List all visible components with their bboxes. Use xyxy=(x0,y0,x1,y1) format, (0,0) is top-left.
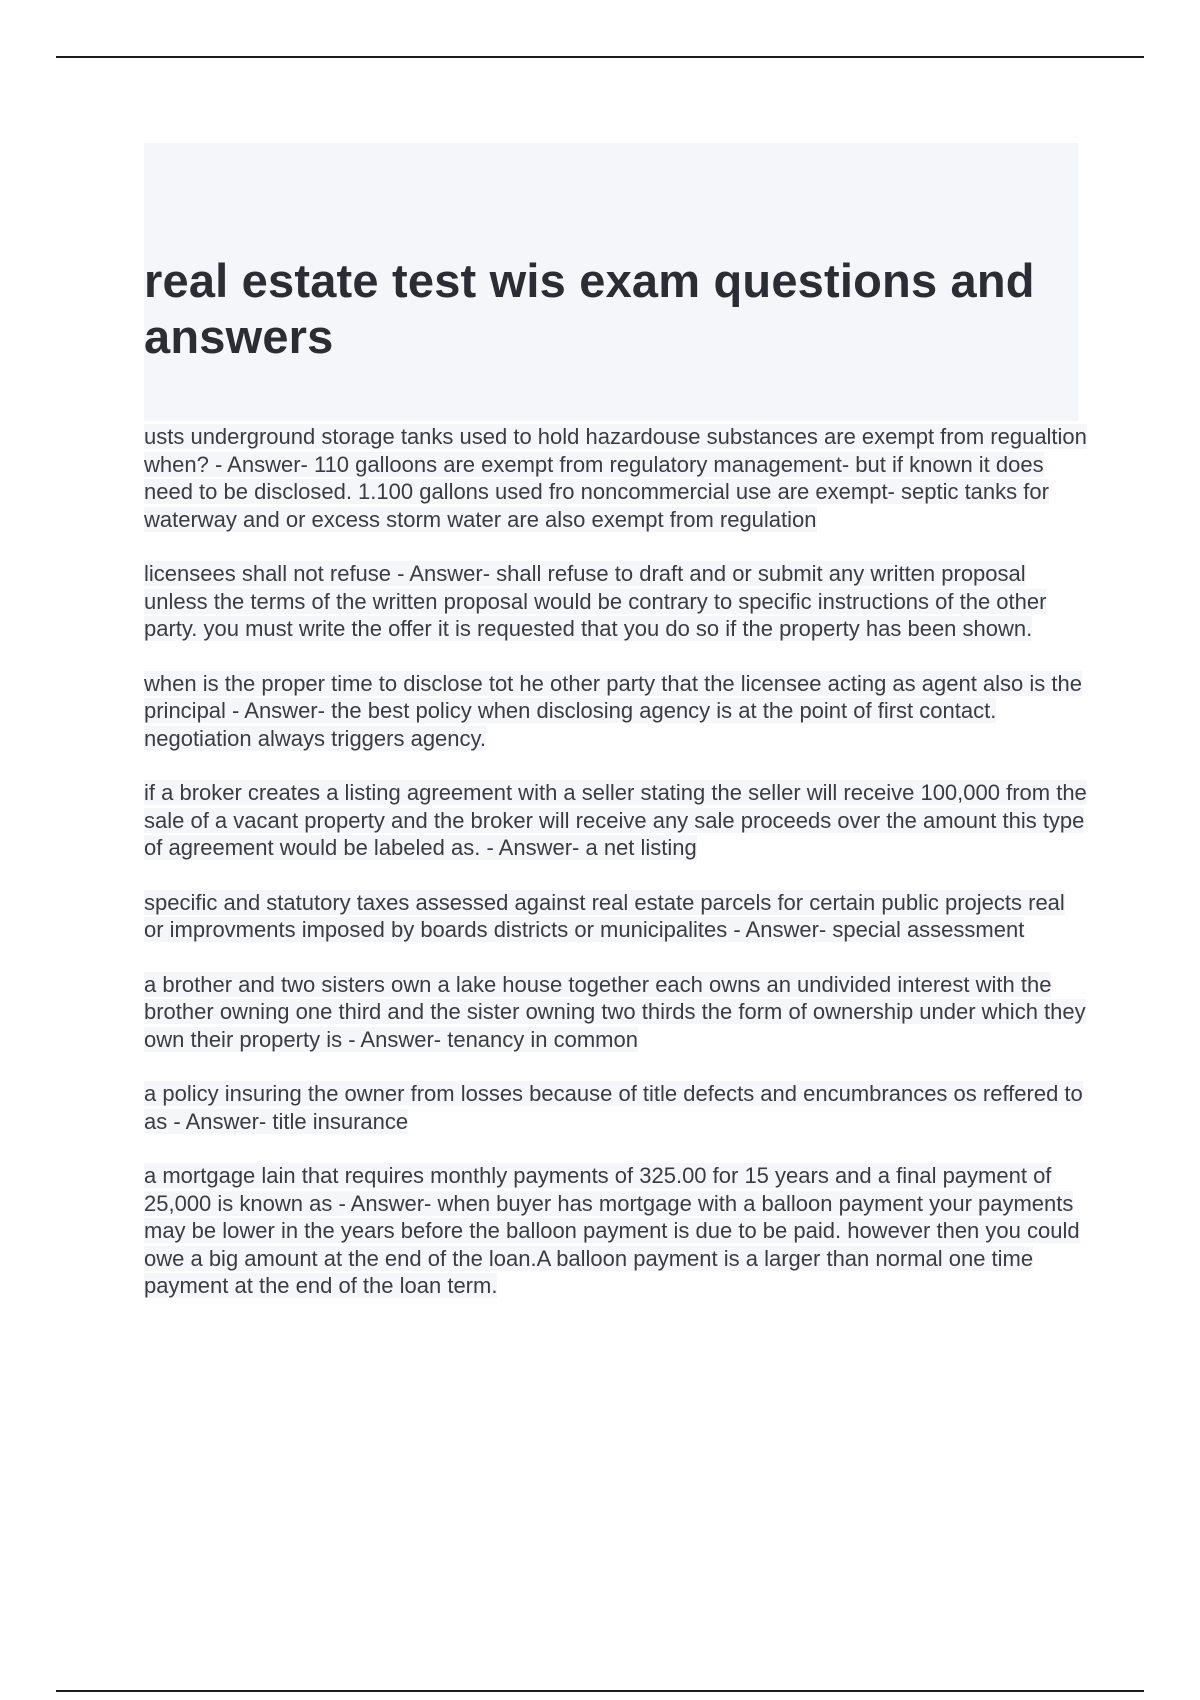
bottom-rule xyxy=(56,1690,1144,1692)
qa-item xyxy=(144,423,1089,533)
qa-item-text: a brother and two sisters own a lake house together each owns an undivided interest with the brother owning one third and the sister owning two thirds the form of ownership under which they own their property is - Answer- tenancy in common xyxy=(144,971,1086,1052)
qa-list xyxy=(144,423,1089,1327)
qa-item-text: specific and statutory taxes assessed against real estate parcels for certain public projects real or improvments imposed by boards districts or municipalites - Answer- special assessment xyxy=(144,889,1065,942)
qa-item xyxy=(144,1162,1089,1300)
qa-item-text: usts underground storage tanks used to hold hazardouse substances are exempt from regualtion when? - Answer- 110 galloons are exempt from regulatory management- but if known it does need to be disclosed. 1.100 gallons used fro noncommercial use are exempt- septic tanks for waterway and or excess storm water are also exempt from regulation xyxy=(144,424,1087,532)
qa-item-text: a policy insuring the owner from losses because of title defects and encumbrances os reffered to as - Answer- title insurance xyxy=(144,1081,1083,1134)
qa-item-text: licensees shall not refuse - Answer- shall refuse to draft and or submit any written proposal unless the terms of the written proposal would be contrary to specific instructions of the other party. you must write the offer it is requested that you do so if the property has been shown. xyxy=(144,561,1047,641)
qa-item xyxy=(144,889,1089,944)
qa-item xyxy=(144,1080,1089,1135)
title-block xyxy=(144,143,1078,421)
qa-item xyxy=(144,779,1089,862)
qa-item-text: a mortgage lain that requires monthly payments of 325.00 for 15 years and a final payment of 25,000 is known as - Answer- when buyer has mortgage with a balloon payment your payments may be lower in the years before the balloon payment is due to be paid. however then you could owe a big amount at the end of the loan.A balloon payment is a larger than normal one time payment at the end of the loan term. xyxy=(144,1163,1080,1298)
document-title: real estate test wis exam questions and answers xyxy=(144,254,1035,363)
qa-item xyxy=(144,971,1089,1054)
qa-item xyxy=(144,560,1089,643)
qa-item xyxy=(144,670,1089,753)
top-rule xyxy=(56,56,1144,58)
qa-item-text: when is the proper time to disclose tot he other party that the licensee acting as agent also is the principal - Answer- the best policy when disclosing agency is at the point of first contact. negotiation always triggers agency. xyxy=(144,670,1082,751)
qa-item-text: if a broker creates a listing agreement with a seller stating the seller will receive 100,000 from the sale of a vacant property and the broker will receive any sale proceeds over the amount this type of agreement would be labeled as. - Answer- a net listing xyxy=(144,780,1087,860)
